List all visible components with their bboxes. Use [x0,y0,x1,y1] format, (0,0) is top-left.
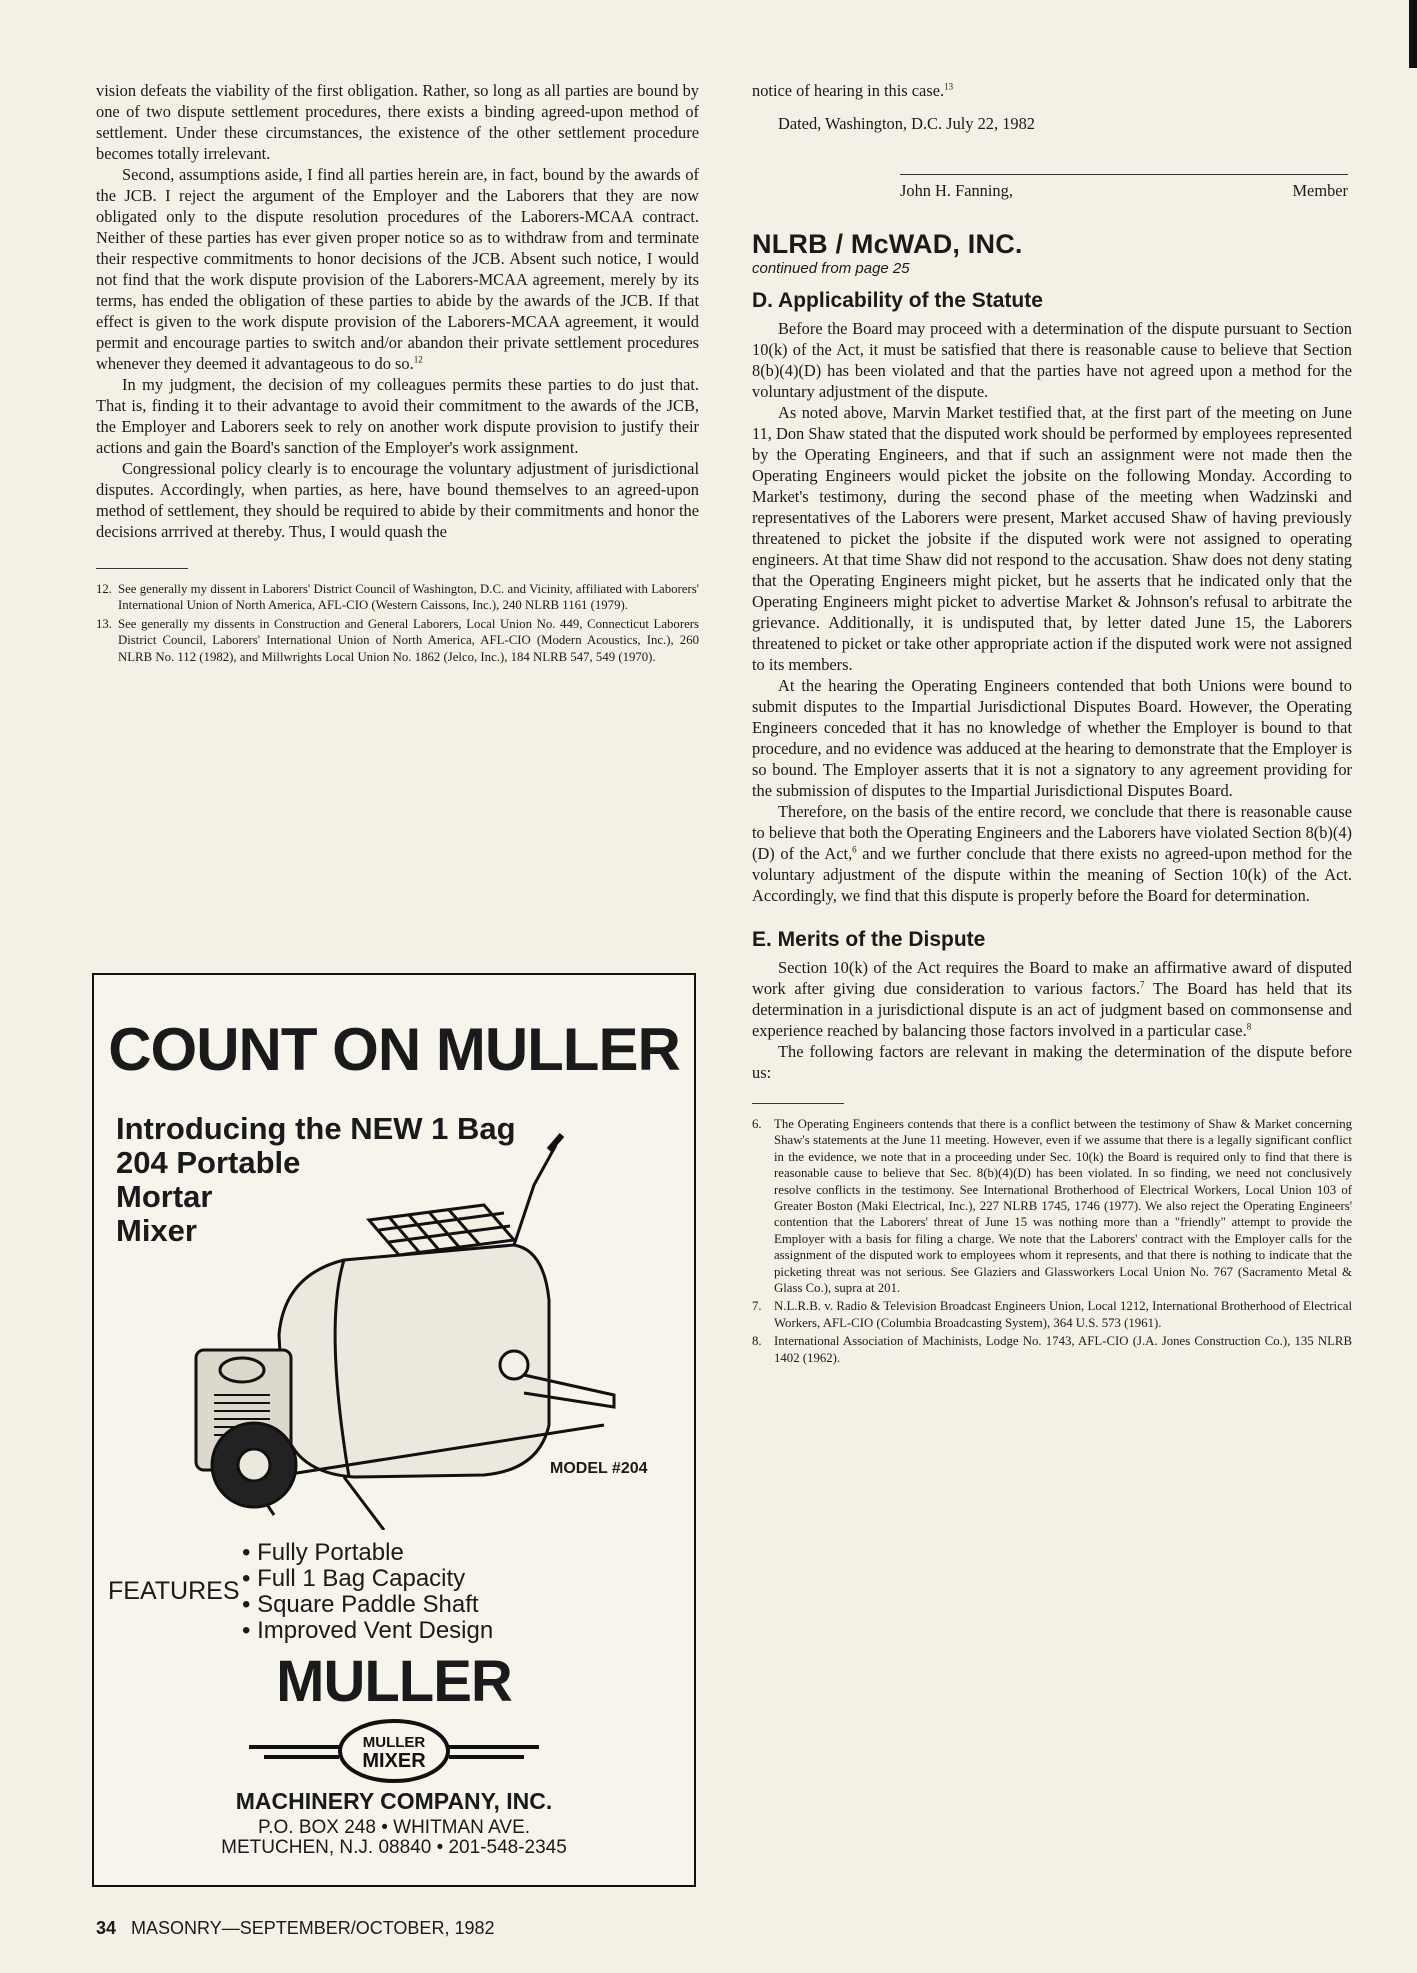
page-footer [96,1918,494,1939]
ad-intro-line: Introducing the NEW 1 Bag [116,1111,516,1146]
ad-intro-line: Mixer [116,1213,197,1248]
section-e-heading: E. Merits of the Dispute [752,928,986,951]
article-title: NLRB / McWAD, INC. [752,229,1023,259]
footnote-12: 12. See generally my dissent in Laborers' District Council of Washington, D.C. and Vicinity, affiliated with Laborers' International Union of North America, AFL-CIO (Western Caissons, Inc.), 240 NLRB 1161 (1979). [96,582,699,613]
page-edge-mark [1409,0,1417,68]
ad-model-number: MODEL #204 [550,1460,648,1477]
left-paragraph-1: vision defeats the viability of the first obligation. Rather, so long as all parties are bound by one of two dispute settlement procedures, there exists a binding agreed-upon method of settlement. Under these circumstances, the existence of the other settlement procedure becomes totally irrelevant. [96,81,699,163]
ad-feature-item: • Square Paddle Shaft [242,1591,479,1618]
section-d-paragraph-1: Before the Board may proceed with a determination of the dispute pursuant to Section 10(k) of the Act, it must be satisfied that there is reasonable cause to believe that Section 8(b)(4)(D) has been violated and that the parties have not agreed upon a method for the voluntary adjustment of the dispute. [752,319,1352,401]
ad-address-line: METUCHEN, N.J. 08840 • 201-548-2345 [221,1837,567,1858]
section-e-paragraph-1: Section 10(k) of the Act requires the Board to make an affirmative award of disputed work after giving due consideration to various factors.$^7$ The Board has held that its determination in a jurisdictional dispute is an act of judgment based on commonsense and experience reached by balancing those factors involved in a particular case.$^8$ [752,958,1352,1040]
ad-intro-line: Mortar [116,1179,213,1214]
dated-line: Dated, Washington, D.C. July 22, 1982 [778,114,1035,133]
ad-feature-item: • Fully Portable [242,1539,404,1566]
section-d-paragraph-4: Therefore, on the basis of the entire record, we conclude that there is reasonable cause to believe that both the Operating Engineers and the Laborers have violated Section 8(b)(4)(D) of the Act,$^6$ and we further conclude that there exists no agreed-upon method for the voluntary adjustment of the dispute within the meaning of Section 10(k) of the Act. Accordingly, we find that this dispute is properly before the Board for determination. [752,802,1352,905]
footnote-divider [752,1103,844,1104]
ad-features-list [242,1540,493,1644]
signature-name: John H. Fanning, [900,181,1013,200]
left-column [96,80,699,667]
muller-advertisement [92,973,696,1887]
continued-note: continued from page 25 [752,260,910,277]
ad-feature-item: • Full 1 Bag Capacity [242,1565,466,1592]
section-d-heading: D. Applicability of the Statute [752,289,1043,312]
ad-intro-line: 204 Portable [116,1145,301,1180]
left-paragraph-4: Congressional policy clearly is to encourage the voluntary adjustment of jurisdictional disputes. Accordingly, when parties, as here, have bound themselves to an agreed-upon method of settlement, they should be required to abide by their commitments and honor the decisions arrrived at thereby. Thus, I would quash the [96,459,699,541]
footnote-ref-12: 12 [413,354,423,365]
footnote-ref-7: 7 [1140,979,1145,990]
right-opening-line: notice of hearing in this case.$^{13}$ [752,81,954,100]
ad-headline: COUNT ON MULLER [108,1016,680,1083]
logo-text-bottom: MIXER [362,1750,426,1772]
footnote-ref-13: 13 [944,81,954,92]
signature-title: Member [1292,181,1348,200]
footnote-13: 13. See generally my dissents in Construction and General Laborers, Local Union No. 449, Connecticut Laborers District Council, Laborers' International Union of North America, AFL-CIO (Modern Acoustics, Inc.), 260 NLRB No. 112 (1982), and Millwrights Local Union No. 1862 (Jelco, Inc.), 184 NLRB 547, 549 (1970). [96,616,699,664]
footnote-divider [96,568,188,569]
footnote-ref-8: 8 [1246,1021,1252,1032]
ad-address [94,1818,694,1858]
ad-address-line: P.O. BOX 248 • WHITMAN AVE. [257,1817,531,1838]
ad-feature-item: • Improved Vent Design [242,1617,494,1644]
footnote-ref-6: 6 [852,844,857,855]
footnote-8: 8. International Association of Machinists, Lodge No. 1743, AFL-CIO (J.A. Jones Construction Co.), 135 NLRB 1402 (1962). [752,1334,1352,1365]
ad-features-label: FEATURES [108,1577,240,1605]
page-number: 34 [96,1918,117,1938]
section-d-paragraph-2: As noted above, Marvin Market testified that, at the first part of the meeting on June 11, Don Shaw stated that the disputed work should be performed by employees represented by the Operating Engineers, and that if such an assignment were not made then the Operating Engineers would picket the jobsite on the following Monday. According to Market's testimony, during the second phase of the meeting when Wadzinski and representatives of the Laborers were present, Market accused Shaw of having previously threatened to picket the jobsite if the disputed work were not assigned to operating engineers. At that time Shaw did not respond to the accusation. Shaw does not deny stating that the Operating Engineers might picket, but he asserts that he indicated only that the Operating Engineers might picket to advertise Market & Johnson's refusal to arbitrate the grievance. Additionally, it is undisputed that, by letter dated June 15, the Laborers threatened to picket or take other appropriate action if the disputed work were not assigned to its members. [752,403,1352,674]
footnote-6: 6. The Operating Engineers contends that there is a conflict between the testimony of Shaw & Market concerning Shaw's statements at the June 11 meeting. However, even if we assume that there is a legally significant conflict in the evidence, we note that in a proceeding under Sec. 10(k) the Board is required only to find that there is reasonable cause to believe that Sec. 8(b)(4)(D) has been violated. In so finding, we need not conclusively resolve conflicts in the testimony. See International Brotherhood of Electrical Workers, Local Union 103 of Greater Boston (Maki Electrical, Inc.), 227 NLRB 1745, 1746 (1977). We also reject the Operating Engineers' contention that the Laborers' threat of June 15 was nothing more than a "friendly" attempt to provide the Employer with a basis for filing a charge. We note that the Laborers' contract with the Employer calls for the assignment of the disputed work to employees whom it represents, and that there is nothing to indicate that the picketing threat was not serious. See Glaziers and Glassworkers Local Union No. 767 (Sacramento Metal & Glass Co.), supra at 201. [752,1117,1352,1296]
left-paragraph-2: Second, assumptions aside, I find all parties herein are, in fact, bound by the awards of the JCB. I reject the argument of the Employer and the Laborers that they are now obligated only to the dispute resolution procedures of the Laborers-MCAA contract. Neither of these parties has ever given proper notice so as to withdraw from and terminate their respective commitments to honor decisions of the JCB. Absent such notice, I would not find that the work dispute provision of the Laborers-MCAA agreement, merely by its terms, has ended the obligation of these parties to abide by the awards of the JCB. If that effect is given to the work dispute provision of the Laborers-MCAA agreement, it would permit and encourage parties to switch and/or abandon their private settlement procedures whenever they deemed it advantageous to do so.$^{12}$ [96,165,699,373]
footnote-7: 7. N.L.R.B. v. Radio & Television Broadcast Engineers Union, Local 1212, International Brotherhood of Electrical Workers, AFL-CIO (Columbia Broadcasting System), 364 U.S. 573 (1961). [752,1299,1352,1330]
left-paragraph-3: In my judgment, the decision of my colleagues permits these parties to do just that. That is, finding it to their advantage to avoid their commitment to the awards of the JCB, the Employer and Laborers seek to rely on another work dispute provision to justify their actions and gain the Board's sanction of the Employer's work assignment. [96,375,699,457]
section-d-paragraph-3: At the hearing the Operating Engineers contended that both Unions were bound to submit disputes to the Impartial Jurisdictional Disputes Board. However, the Operating Engineers conceded that it has no knowledge of whether the Employer is bound to that procedure, and no evidence was adduced at the hearing to demonstrate that the Employer is so bound. The Employer asserts that it is not a signatory to any agreement providing for the submission of disputes to the Impartial Jurisdictional Disputes Board. [752,676,1352,800]
ad-brand-name: MULLER [276,1649,512,1714]
section-e-paragraph-2: The following factors are relevant in making the determination of the dispute before us: [752,1042,1352,1082]
publication-line: MASONRY—SEPTEMBER/OCTOBER, 1982 [131,1918,495,1938]
right-column [752,80,1352,1368]
logo-text-top: MULLER [362,1734,426,1751]
signature-line [900,174,1348,201]
ad-company-name: MACHINERY COMPANY, INC. [235,1788,553,1814]
muller-mixer-logo [244,1717,544,1783]
